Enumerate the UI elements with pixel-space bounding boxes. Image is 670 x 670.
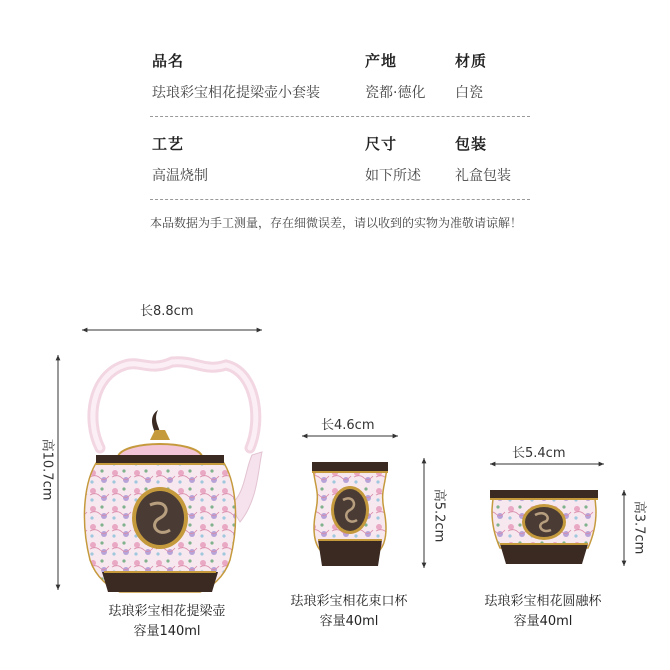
spec-label-craft: 工艺: [152, 135, 185, 153]
teapot-image: [84, 362, 262, 592]
round-cup-capacity: 容量40ml: [513, 614, 573, 629]
measurement-note: 本品数据为手工测量，存在细微误差，请以收到的实物为准敬请谅解！: [150, 216, 523, 230]
spec-value-origin: 瓷都·德化: [365, 85, 426, 101]
spec-label-origin: 产地: [365, 52, 398, 70]
round-cup-height-label: 高3.7cm: [631, 500, 647, 555]
spec-value-package: 礼盒包装: [455, 168, 511, 184]
spec-value-size: 如下所述: [365, 168, 421, 184]
spec-label-material: 材质: [455, 52, 488, 70]
spec-label-name: 品名: [152, 52, 185, 70]
spec-value-craft: 高温烧制: [152, 168, 208, 184]
cup-image: [312, 462, 388, 566]
cup-name: 珐琅彩宝相花束口杯: [290, 594, 408, 609]
round-cup-length-label: 长5.4cm: [512, 446, 566, 461]
spec-value-name: 珐琅彩宝相花提梁壶小套装: [152, 85, 320, 101]
teapot-length-label: 长8.8cm: [140, 304, 194, 319]
spec-label-size: 尺寸: [365, 135, 398, 153]
teapot-name: 珐琅彩宝相花提梁壶: [108, 604, 226, 619]
cup-capacity: 容量40ml: [319, 614, 379, 629]
spec-value-material: 白瓷: [455, 85, 483, 101]
round-cup-image: [490, 490, 598, 564]
teapot-capacity: 容量140ml: [133, 624, 201, 639]
teapot-height-label: 高10.7cm: [39, 438, 55, 501]
cup-height-label: 高5.2cm: [431, 488, 447, 543]
spec-label-package: 包装: [455, 135, 488, 153]
cup-length-label: 长4.6cm: [321, 418, 375, 433]
round-cup-name: 珐琅彩宝相花圆融杯: [484, 594, 602, 609]
